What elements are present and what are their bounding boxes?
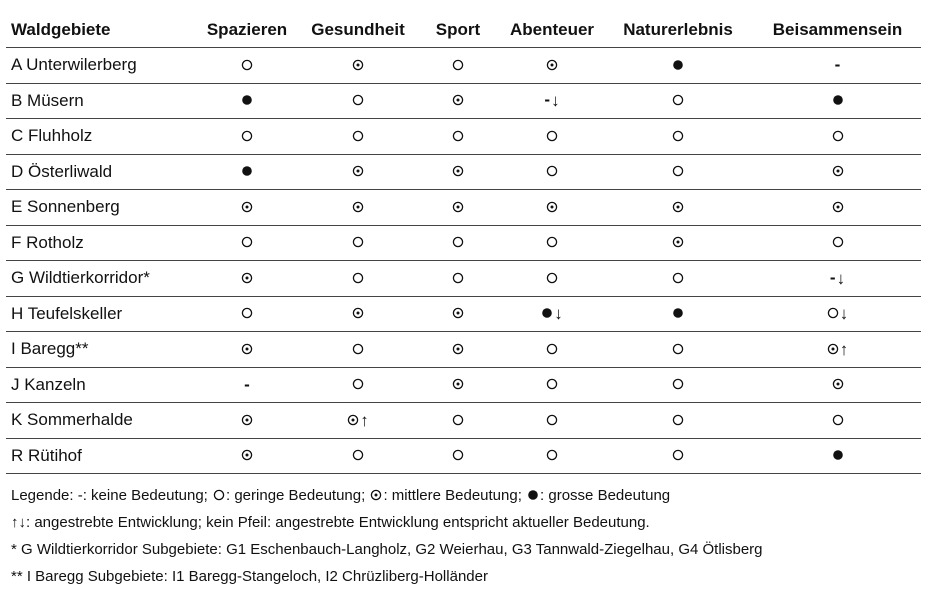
- dotted-circle-icon: [672, 198, 684, 218]
- legend-prefix: Legende: -: keine Bedeutung;: [11, 487, 208, 504]
- rating-cell: [302, 48, 414, 84]
- open-circle-icon: [832, 127, 844, 147]
- header-gesundheit: Gesundheit: [302, 12, 414, 48]
- header-waldgebiete: Waldgebiete: [6, 12, 192, 48]
- rating-cell: [502, 225, 602, 261]
- dotted-circle-icon: [827, 340, 839, 360]
- open-circle-icon: [672, 340, 684, 360]
- legend-footnote-i: ** I Baregg Subgebiete: I1 Baregg-Stangeloch, I2 Chrüzliberg-Holländer: [11, 568, 488, 585]
- rating-cell: [192, 332, 302, 368]
- open-circle-icon: [672, 375, 684, 395]
- row-name: G Wildtierkorridor*: [6, 261, 192, 297]
- rating-cell: [502, 48, 602, 84]
- rating-cell: [602, 83, 754, 119]
- open-circle-icon: [546, 162, 558, 182]
- filled-circle-icon: [672, 56, 684, 76]
- rating-cell: [192, 83, 302, 119]
- header-sport: Sport: [414, 12, 502, 48]
- legend-line-symbols: [11, 482, 921, 509]
- arrow-up-icon: ↑: [839, 339, 849, 359]
- rating-cell: [414, 119, 502, 155]
- rating-cell: [602, 154, 754, 190]
- header-beisammensein: Beisammensein: [754, 12, 921, 48]
- rating-cell: [302, 154, 414, 190]
- rating-cell: [192, 438, 302, 474]
- open-circle-icon: [672, 127, 684, 147]
- no-importance-mark: -: [244, 374, 250, 394]
- open-circle-icon: [546, 340, 558, 360]
- rating-cell: [754, 83, 921, 119]
- open-circle-icon: [352, 233, 364, 253]
- row-name: H Teufelskeller: [6, 296, 192, 332]
- rating-cell: [414, 225, 502, 261]
- filled-circle-icon: [672, 304, 684, 324]
- open-circle-icon: [546, 127, 558, 147]
- dotted-circle-icon: [452, 162, 464, 182]
- table-row: [6, 296, 921, 332]
- legend-footnote-g: * G Wildtierkorridor Subgebiete: G1 Eschenbauch-Langholz, G2 Weierhau, G3 Tannwald-Ziegelhau, G4 Ötlisberg: [11, 541, 763, 558]
- rating-cell: [192, 119, 302, 155]
- dotted-circle-icon: [832, 162, 844, 182]
- table-row: [6, 48, 921, 84]
- dotted-circle-icon: [352, 198, 364, 218]
- rating-cell: [302, 403, 414, 439]
- open-circle-icon: [452, 446, 464, 466]
- rating-cell: [302, 119, 414, 155]
- rating-cell: [754, 438, 921, 474]
- rating-cell: [754, 367, 921, 403]
- dotted-circle-icon: [546, 56, 558, 76]
- open-circle-icon: [827, 304, 839, 324]
- table-row: [6, 83, 921, 119]
- rating-cell: [414, 332, 502, 368]
- header-naturerlebnis: Naturerlebnis: [602, 12, 754, 48]
- rating-cell: [302, 261, 414, 297]
- row-name: I Baregg**: [6, 332, 192, 368]
- rating-cell: [414, 403, 502, 439]
- rating-cell: [192, 261, 302, 297]
- open-circle-icon: [452, 411, 464, 431]
- rating-cell: [414, 438, 502, 474]
- header-abenteuer: Abenteuer: [502, 12, 602, 48]
- open-circle-icon: [546, 375, 558, 395]
- rating-cell: [192, 48, 302, 84]
- row-name: B Müsern: [6, 83, 192, 119]
- filled-circle-icon: [832, 91, 844, 111]
- open-circle-icon: [352, 127, 364, 147]
- rating-cell: [414, 83, 502, 119]
- filled-circle-icon: [527, 483, 539, 510]
- row-name: F Rotholz: [6, 225, 192, 261]
- no-importance-mark: -: [544, 90, 551, 110]
- rating-cell: [414, 154, 502, 190]
- rating-cell: [602, 332, 754, 368]
- open-circle-icon: [352, 269, 364, 289]
- dotted-circle-icon: [546, 198, 558, 218]
- rating-cell: [754, 225, 921, 261]
- rating-cell: [754, 119, 921, 155]
- table-row: [6, 154, 921, 190]
- rating-cell: [602, 48, 754, 84]
- open-circle-icon: [452, 56, 464, 76]
- dotted-circle-icon: [352, 304, 364, 324]
- table-row: [6, 190, 921, 226]
- filled-circle-icon: [541, 304, 553, 324]
- table-body: [6, 48, 921, 474]
- dotted-circle-icon: [347, 411, 359, 431]
- rating-cell: [754, 190, 921, 226]
- rating-cell: [302, 438, 414, 474]
- open-circle-icon: [546, 411, 558, 431]
- legend-mid: : mittlere Bedeutung;: [383, 487, 522, 504]
- open-circle-icon: [352, 446, 364, 466]
- open-circle-icon: [352, 91, 364, 111]
- open-circle-icon: [452, 127, 464, 147]
- rating-cell: [602, 367, 754, 403]
- rating-cell: [754, 403, 921, 439]
- rating-cell: [414, 296, 502, 332]
- legend-low: : geringe Bedeutung;: [226, 487, 366, 504]
- arrow-down-icon: ↓: [839, 304, 849, 323]
- dotted-circle-icon: [241, 269, 253, 289]
- row-name: R Rütihof: [6, 438, 192, 474]
- dotted-circle-icon: [832, 375, 844, 395]
- rating-cell: [192, 154, 302, 190]
- rating-cell: [502, 119, 602, 155]
- dotted-circle-icon: [352, 56, 364, 76]
- dotted-circle-icon: [452, 198, 464, 218]
- rating-cell: [754, 48, 921, 84]
- row-name: J Kanzeln: [6, 367, 192, 403]
- row-name: A Unterwilerberg: [6, 48, 192, 84]
- dotted-circle-icon: [452, 91, 464, 111]
- legend: [11, 482, 921, 590]
- dotted-circle-icon: [452, 340, 464, 360]
- rating-cell: [302, 332, 414, 368]
- rating-cell: [414, 190, 502, 226]
- header-spazieren: Spazieren: [192, 12, 302, 48]
- open-circle-icon: [352, 375, 364, 395]
- table-row: [6, 119, 921, 155]
- dotted-circle-icon: [241, 340, 253, 360]
- open-circle-icon: [352, 340, 364, 360]
- open-circle-icon: [832, 233, 844, 253]
- rating-cell: [502, 154, 602, 190]
- rating-cell: [302, 83, 414, 119]
- rating-cell: [414, 261, 502, 297]
- arrow-down-icon: ↓: [836, 268, 846, 288]
- row-name: D Österliwald: [6, 154, 192, 190]
- table-row: [6, 332, 921, 368]
- legend-high: : grosse Bedeutung: [540, 487, 671, 504]
- arrows-icon: ↑↓: [11, 514, 26, 531]
- rating-cell: [192, 190, 302, 226]
- open-circle-icon: [241, 233, 253, 253]
- row-name: K Sommerhalde: [6, 403, 192, 439]
- dotted-circle-icon: [832, 198, 844, 218]
- rating-cell: [502, 261, 602, 297]
- rating-cell: [602, 190, 754, 226]
- forest-importance-table: [6, 12, 921, 474]
- rating-cell: [192, 367, 302, 403]
- rating-cell: [502, 332, 602, 368]
- open-circle-icon: [213, 483, 225, 510]
- rating-cell: [502, 83, 602, 119]
- filled-circle-icon: [832, 446, 844, 466]
- table-row: [6, 367, 921, 403]
- no-importance-mark: -: [829, 267, 836, 287]
- table-row: [6, 261, 921, 297]
- rating-cell: [502, 367, 602, 403]
- dotted-circle-icon: [241, 446, 253, 466]
- table-row: [6, 403, 921, 439]
- dotted-circle-icon: [452, 304, 464, 324]
- rating-cell: [302, 367, 414, 403]
- rating-cell: [602, 403, 754, 439]
- no-importance-mark: -: [834, 55, 841, 75]
- row-name: E Sonnenberg: [6, 190, 192, 226]
- legend-arrows-text: : angestrebte Entwicklung; kein Pfeil: angestrebte Entwicklung entspricht aktueller Bedeutung.: [26, 514, 650, 531]
- open-circle-icon: [241, 304, 253, 324]
- rating-cell: [754, 154, 921, 190]
- open-circle-icon: [672, 411, 684, 431]
- dotted-circle-icon: [241, 198, 253, 218]
- dotted-circle-icon: [672, 233, 684, 253]
- legend-line-arrows: [11, 509, 921, 536]
- filled-circle-icon: [241, 162, 253, 182]
- open-circle-icon: [452, 269, 464, 289]
- rating-cell: [302, 225, 414, 261]
- open-circle-icon: [241, 127, 253, 147]
- open-circle-icon: [672, 269, 684, 289]
- table-row: [6, 438, 921, 474]
- dotted-circle-icon: [370, 483, 382, 510]
- rating-cell: [502, 403, 602, 439]
- open-circle-icon: [832, 411, 844, 431]
- open-circle-icon: [241, 56, 253, 76]
- open-circle-icon: [546, 233, 558, 253]
- arrow-down-icon: ↓: [554, 304, 563, 323]
- rating-cell: [192, 225, 302, 261]
- arrow-up-icon: ↑: [360, 410, 369, 430]
- dotted-circle-icon: [241, 411, 253, 431]
- open-circle-icon: [672, 446, 684, 466]
- rating-cell: [602, 261, 754, 297]
- filled-circle-icon: [241, 91, 253, 111]
- rating-cell: [414, 48, 502, 84]
- rating-cell: [302, 296, 414, 332]
- rating-cell: [754, 332, 921, 368]
- rating-cell: [302, 190, 414, 226]
- rating-cell: [754, 296, 921, 332]
- arrow-down-icon: ↓: [551, 91, 560, 110]
- open-circle-icon: [546, 446, 558, 466]
- rating-cell: [602, 225, 754, 261]
- rating-cell: [502, 296, 602, 332]
- row-name: C Fluhholz: [6, 119, 192, 155]
- open-circle-icon: [452, 233, 464, 253]
- table-row: [6, 225, 921, 261]
- dotted-circle-icon: [452, 375, 464, 395]
- table-header-row: [6, 12, 921, 48]
- open-circle-icon: [672, 162, 684, 182]
- open-circle-icon: [672, 91, 684, 111]
- open-circle-icon: [546, 269, 558, 289]
- rating-cell: [192, 296, 302, 332]
- rating-cell: [754, 261, 921, 297]
- rating-cell: [502, 190, 602, 226]
- dotted-circle-icon: [352, 162, 364, 182]
- rating-cell: [602, 119, 754, 155]
- rating-cell: [414, 367, 502, 403]
- rating-cell: [602, 438, 754, 474]
- rating-cell: [602, 296, 754, 332]
- rating-cell: [192, 403, 302, 439]
- rating-cell: [502, 438, 602, 474]
